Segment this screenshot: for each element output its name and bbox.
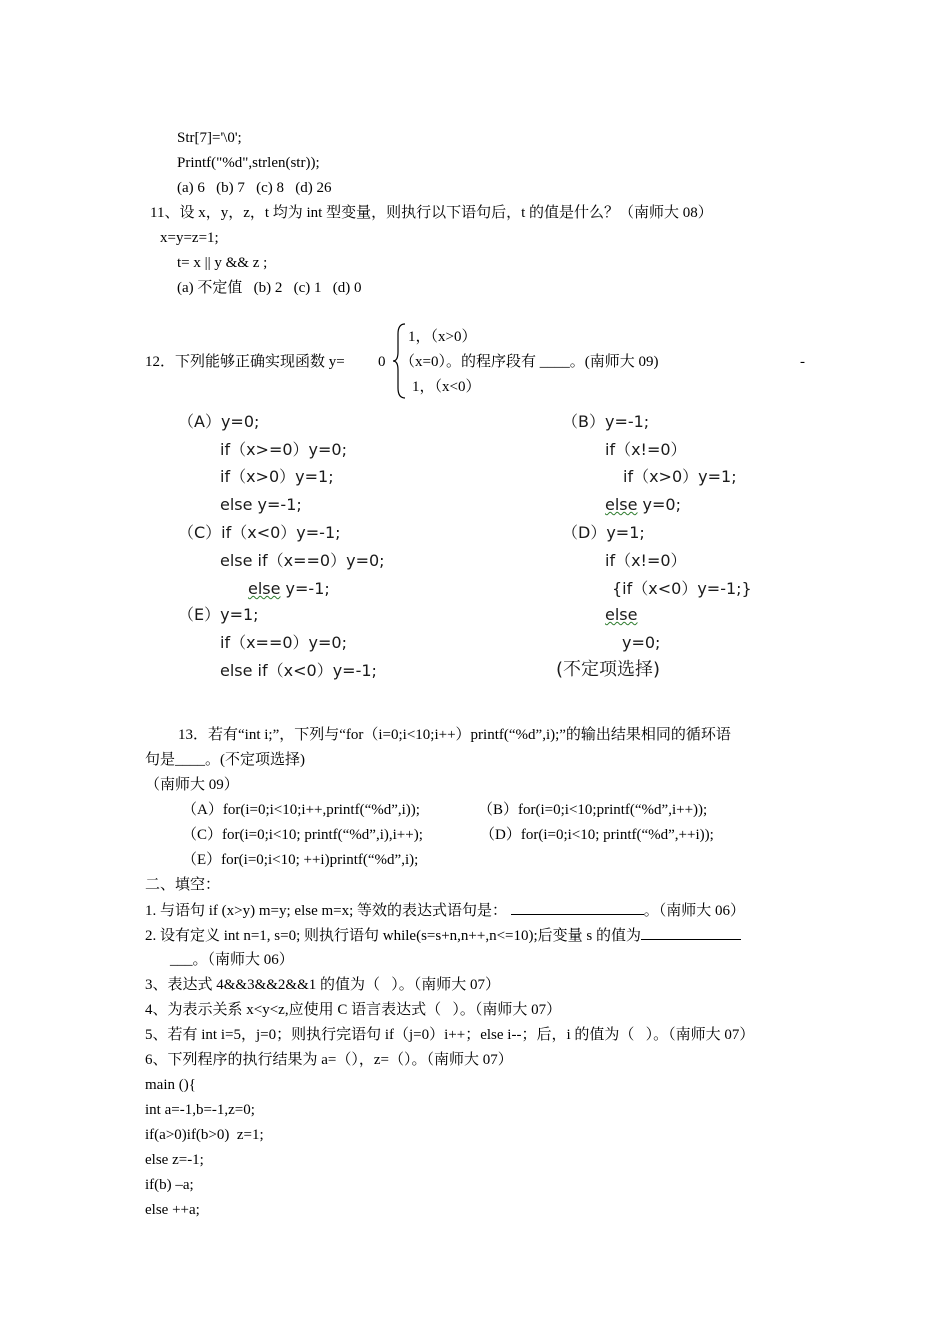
- q12-option-c-line: （C）if（x<0）y=-1;: [178, 523, 341, 542]
- fill-question-6: 6、下列程序的执行结果为 a=（），z=（）。（南师大 07）: [145, 1052, 513, 1068]
- code-line: if(a>0)if(b>0) z=1;: [145, 1127, 264, 1143]
- q12-dash: -: [800, 354, 805, 370]
- q12-option-b-line: （B）y=-1;: [562, 412, 650, 431]
- q12-option-d-line: （D）y=1;: [562, 523, 645, 542]
- q13-option-c: （C）for(i=0;i<10; printf(“%d”,i),i++);: [182, 827, 423, 843]
- q12-multi-choice-note: (不定项选择): [556, 659, 661, 680]
- q13-source: （南师大 09）: [145, 777, 239, 793]
- q13-option-e: （E）for(i=0;i<10; ++i)printf(“%d”,i);: [182, 852, 419, 868]
- answer-blank: [641, 925, 741, 940]
- q12-option-c-line: else if（x==0）y=0;: [220, 551, 385, 570]
- fill-question-2-cont: ___。（南师大 06）: [170, 952, 294, 968]
- q12-option-b-else-tail: y=0;: [637, 495, 681, 514]
- q13-question-line: 13．若有“int i;”，下列与“for（i=0;i<10;i++）printf(“%d”,i);”的输出结果相同的循环语: [178, 727, 731, 743]
- q13-question-line: 句是____。(不定项选择): [145, 752, 305, 768]
- q12-option-d-else: else: [605, 605, 638, 624]
- fill-question-2: [145, 925, 741, 946]
- q10-code-line: Printf("%d",strlen(str));: [177, 155, 320, 171]
- q12-option-d-line: {if（x<0）y=-1;}: [612, 579, 752, 598]
- q12-option-b-line: [605, 494, 681, 516]
- q12-option-c-else: else: [248, 579, 281, 598]
- q10-options: (a) 6 (b) 7 (c) 8 (d) 26: [177, 180, 332, 196]
- code-line: main (){: [145, 1077, 196, 1093]
- q11-question: 11、设 x，y，z，t 均为 int 型变量，则执行以下语句后，t 的值是什么？（南师大 08）: [150, 205, 713, 221]
- q12-question-prefix: 12．下列能够正确实现函数 y=: [145, 354, 345, 370]
- q11-options: (a) 不定值 (b) 2 (c) 1 (d) 0: [177, 280, 362, 296]
- q12-option-e-line: else if（x<0）y=-1;: [220, 661, 377, 680]
- q12-option-a-line: if（x>0）y=1;: [220, 467, 334, 486]
- q12-option-b-line: if（x!=0）: [605, 440, 687, 459]
- q13-option-b: （B）for(i=0;i<10;printf(“%d”,i++));: [478, 802, 708, 818]
- fill-question-3: 3、表达式 4&&3&&2&&1 的值为（ ）。（南师大 07）: [145, 977, 501, 993]
- q13-option-a: （A）for(i=0;i<10;i++,printf(“%d”,i));: [182, 802, 420, 818]
- code-line: int a=-1,b=-1,z=0;: [145, 1102, 255, 1118]
- q12-option-d-line: [605, 604, 637, 626]
- q12-option-e-line: （E）y=1;: [178, 605, 259, 624]
- q12-zero: 0: [378, 354, 386, 370]
- section-title: 二、填空：: [145, 877, 221, 893]
- q10-code-line: Str[7]='\0';: [177, 130, 242, 146]
- q12-option-c-else-tail: y=-1;: [280, 579, 330, 598]
- answer-blank: [511, 900, 644, 915]
- q12-option-a-line: （A）y=0;: [178, 412, 260, 431]
- code-line: else ++a;: [145, 1202, 200, 1218]
- fill-question-1-text: 1. 与语句 if (x>y) m=y; else m=x; 等效的表达式语句是：: [145, 903, 508, 919]
- fill-question-1-source: 。（南师大 06）: [643, 903, 746, 919]
- q12-case-zero: （x=0）。的程序段有 ____。(南师大 09): [400, 354, 659, 370]
- q12-case-positive: 1，（x>0）: [408, 329, 477, 345]
- q12-option-a-line: else y=-1;: [220, 495, 302, 514]
- q12-option-d-line: y=0;: [622, 633, 661, 652]
- fill-question-1: [145, 900, 745, 921]
- q12-option-c-line: [248, 578, 330, 600]
- code-line: if(b) –a;: [145, 1177, 194, 1193]
- q11-code-line: t= x || y && z ;: [177, 255, 268, 271]
- q12-option-e-line: if（x==0）y=0;: [220, 633, 347, 652]
- code-line: else z=-1;: [145, 1152, 204, 1168]
- fill-question-4: 4、为表示关系 x<y<z,应使用 C 语言表达式（ ）。（南师大 07）: [145, 1002, 562, 1018]
- q12-case-negative: 1，（x<0）: [412, 379, 481, 395]
- q12-option-a-line: if（x>=0）y=0;: [220, 440, 347, 459]
- q11-code-line: x=y=z=1;: [160, 230, 219, 246]
- q13-option-d: （D）for(i=0;i<10; printf(“%d”,++i));: [480, 827, 714, 843]
- q12-option-b-else: else: [605, 495, 638, 514]
- fill-question-2-text: 2. 设有定义 int n=1, s=0; 则执行语句 while(s=s+n,n++,n<=10);后变量 s 的值为: [145, 928, 642, 944]
- fill-question-5: 5、若有 int i=5，j=0；则执行完语句 if（j=0）i++；else i--；后，i 的值为（ ）。（南师大 07）: [145, 1027, 755, 1043]
- q12-option-b-line: if（x>0）y=1;: [623, 467, 737, 486]
- q12-option-d-line: if（x!=0）: [605, 551, 687, 570]
